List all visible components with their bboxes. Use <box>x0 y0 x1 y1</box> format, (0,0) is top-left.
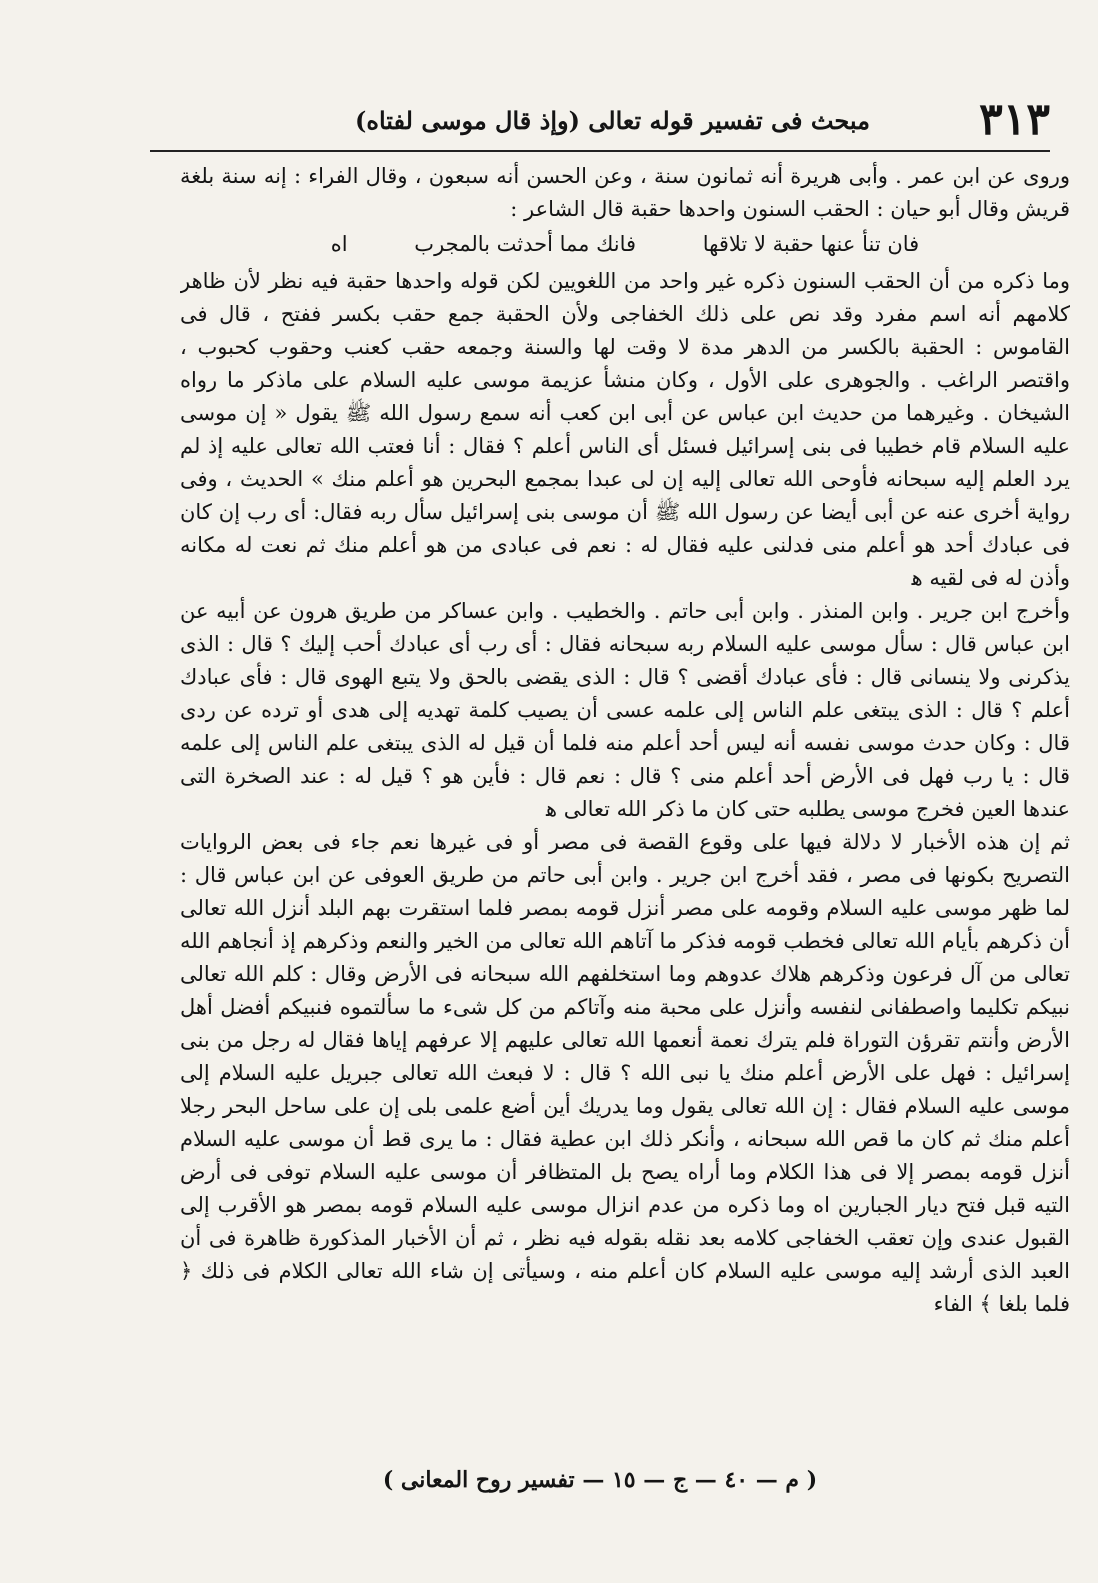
paragraph-4: ثم إن هذه الأخبار لا دلالة فيها على وقوع القصة فى مصر أو فى غيرها نعم جاء فى بعض الروايات التصريح بكونها فى مصر ، فقد أخرج ابن جرير . وابن أبى حاتم من طريق العوفى عن ابن عباس قال : لما ظهر موسى عليه السلام وقومه على مصر أنزل قومه بمصر فلما استقرت بهم البلد أنزل الله تعالى أن ذكرهم بأيام الله تعالى فخطب قومه فذكر ما آتاهم الله تعالى من الخير والنعم وذكرهم إذ أنجاهم الله تعالى من آل فرعون وذكرهم هلاك عدوهم وما استخلفهم الله سبحانه فى الأرض وقال : كلم الله تعالى نبيكم تكليما واصطفانى لنفسه وأنزل على محبة منه وآتاكم من كل شىء ما سألتموه فنبيكم أفضل أهل الأرض وأنتم تقرؤن التوراة فلم يترك نعمة أنعمها الله تعالى عليهم إلا عرفهم إياها فقال له رجل من بنى إسرائيل : فهل على الأرض أعلم منك يا نبى الله ؟ قال : لا فبعث الله تعالى جبريل عليه السلام إلى موسى عليه السلام فقال : إن الله تعالى يقول وما يدريك أين أضع علمى بلى إن على ساحل البحر رجلا أعلم منك ثم كان ما قص الله سبحانه ، وأنكر ذلك ابن عطية فقال : ما يرى قط أن موسى عليه السلام أنزل قومه بمصر إلا فى هذا الكلام وما أراه يصح بل المتظافر أن موسى عليه السلام توفى فى أرض التيه قبل فتح ديار الجبارين اه وما ذكره من عدم انزال موسى عليه السلام قومه بمصر هو الأقرب إلى القبول عندى وإن تعقب الخفاجى كلامه بعد نقله بقوله فيه نظر ، ثم أن الأخبار المذكورة ظاهرة فى أن العبد الذى أرشد إليه موسى عليه السلام كان أعلم منه ، وسيأتى إن شاء الله تعالى الكلام فى ذلك ﴿ فلما بلغا ﴾ الفاء <box>180 830 1070 1316</box>
paragraph-2: وما ذكره من أن الحقب السنون ذكره غير واحد من اللغويين لكن قوله واحدها حقبة فيه نظر لأن ظاهر كلامهم أنه اسم مفرد وقد نص على ذلك الخفاجى ولأن الحقبة جمع حقب بكسر ففتح ، قال فى القاموس : الحقبة بالكسر من الدهر مدة لا وقت لها والسنة وجمعه حقب كعنب وحقوب كحبوب ، واقتصر الراغب . والجوهرى على الأول ، وكان منشأ عزيمة موسى عليه السلام على ماذكر ما رواه الشيخان . وغيرهما من حديث ابن عباس عن أبى ابن كعب أنه سمع رسول الله ﷺ يقول « إن موسى عليه السلام قام خطيبا فى بنى إسرائيل فسئل أى الناس أعلم ؟ فقال : أنا فعتب الله تعالى عليه إذ لم يرد العلم إليه سبحانه فأوحى الله تعالى إليه إن لى عبدا بمجمع البحرين هو أعلم منك » الحديث ، وفى رواية أخرى عنه عن أبى أيضا عن رسول الله ﷺ أن موسى بنى إسرائيل سأل ربه فقال: أى رب إن كان فى عبادك أحد هو أعلم منى فدلنى عليه فقال له : نعم فى عبادى من هو أعلم منك ثم نعت له مكانه وأذن له فى لقيه ﻫ <box>180 269 1070 590</box>
main-text <box>180 160 1070 1455</box>
verse-second-hemistich: فانك مما أحدثت بالمجرب <box>414 232 637 256</box>
verse-end-mark: اه <box>330 232 348 256</box>
header-rule <box>150 150 1050 152</box>
page-number: ٣١٣ <box>979 94 1050 145</box>
running-title: مبحث فى تفسير قوله تعالى (وإذ قال موسى لفتاه) <box>355 106 870 135</box>
paragraph-1: وروى عن ابن عمر . وأبى هريرة أنه ثمانون سنة ، وعن الحسن أنه سبعون ، وقال الفراء : إنه سنة بلغة قريش وقال أبو حيان : الحقب السنون واحدها حقبة قال الشاعر : <box>180 164 1070 221</box>
paragraph-3: وأخرج ابن جرير . وابن المنذر . وابن أبى حاتم . والخطيب . وابن عساكر من طريق هرون عن أبيه عن ابن عباس قال : سأل موسى عليه السلام ربه سبحانه فقال : أى رب أى عبادك أحب إليك ؟ قال : الذى يذكرنى ولا ينسانى قال : فأى عبادك أقضى ؟ قال : الذى يقضى بالحق ولا يتبع الهوى قال : فأى عبادك أعلم ؟ قال : الذى يبتغى علم الناس إلى علمه عسى أن يصيب كلمة تهديه إلى هدى أو ترده عن ردى قال : وكان حدث موسى نفسه أنه ليس أحد أعلم منه فلما أن قيل له الذى يبتغى علم الناس إلى علمه قال : يا رب فهل فى الأرض أحد أعلم منى ؟ قال : نعم قال : فأين هو ؟ قيل له : عند الصخرة التى عندها العين فخرج موسى يطلبه حتى كان ما ذكر الله تعالى ﻫ <box>180 599 1070 821</box>
verse-first-hemistich: فان تنأ عنها حقبة لا تلاقها <box>702 232 920 256</box>
footer-signature: ( م — ٤٠ — ج — ١٥ — تفسير روح المعانى ) <box>382 1467 818 1493</box>
poetry-verse <box>180 228 1070 261</box>
page-header <box>150 95 1050 145</box>
